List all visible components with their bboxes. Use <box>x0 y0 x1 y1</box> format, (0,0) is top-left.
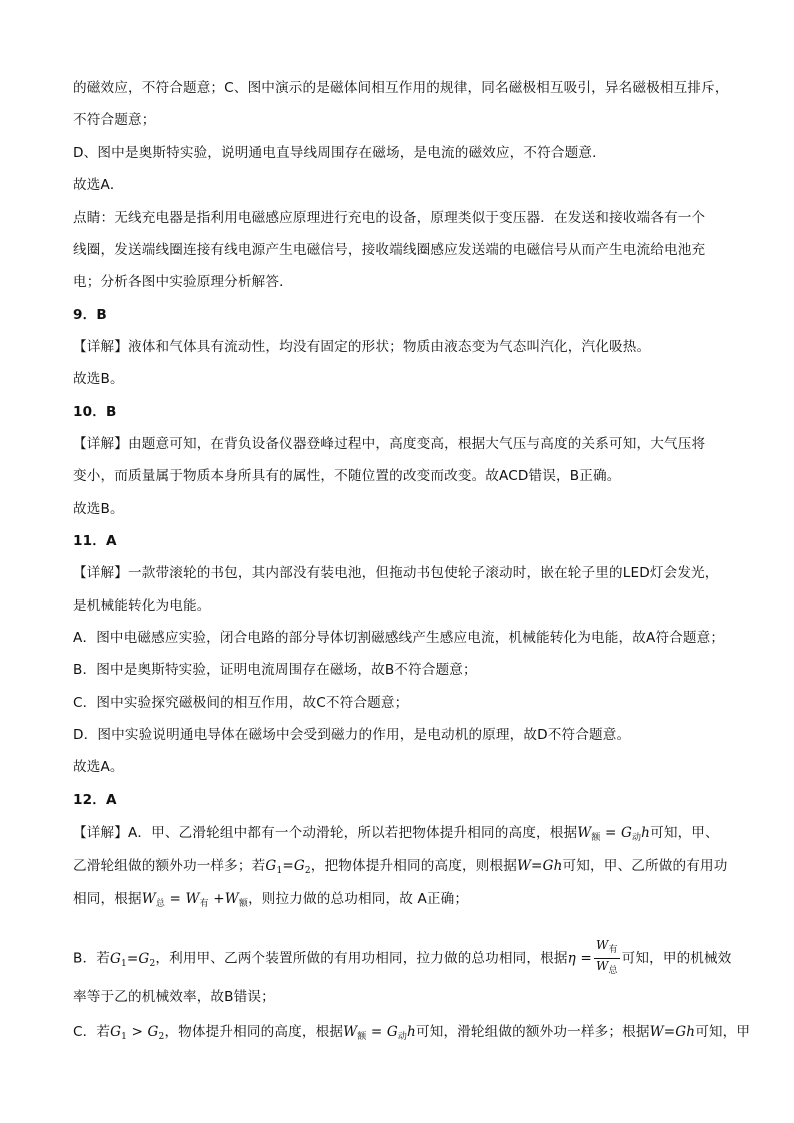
text-line: 故选B。 <box>73 501 124 517</box>
text-line-with-formula <box>73 938 733 979</box>
answer-heading-12: 12．A <box>73 792 117 808</box>
text-line: 的磁效应，不符合题意；C、图中演示的是磁体间相互作用的规律，同名磁极相互吸引，异名磁极相互排斥， <box>73 80 729 96</box>
text-span: C．若 <box>73 1024 111 1040</box>
fraction-numerator <box>594 938 620 959</box>
text-line: 【详解】一款带滚轮的书包，其内部没有装电池，但拖动书包使轮子滚动时，嵌在轮子里的LED灯会发光， <box>73 565 719 581</box>
formula-symbol: W <box>595 938 609 952</box>
text-span: 相同，根据 <box>73 891 142 907</box>
text-span: 可知，甲、乙所做的有用功 <box>562 858 728 874</box>
text-span: 可知，甲的机械效 <box>621 950 732 967</box>
formula-symbol: W <box>577 825 592 841</box>
formula-symbol: h <box>407 1024 416 1040</box>
formula-symbol: W <box>343 1024 358 1040</box>
text-line: 故选A。 <box>73 759 124 775</box>
text-line-with-formula <box>73 1022 751 1047</box>
text-span: ，利用甲、乙两个装置所做的有用功相同，拉力做的总功相同，根据 <box>155 950 568 967</box>
formula-fraction <box>594 938 620 979</box>
formula-symbol: = <box>282 858 294 874</box>
formula-symbol: = <box>165 891 186 907</box>
formula-efficiency: η = <box>567 950 592 967</box>
formula-subscript: 2 <box>158 1032 165 1042</box>
text-span: 【详解】A．甲、乙滑轮组中都有一个动滑轮，所以若把物体提升相同的高度，根据 <box>73 825 578 841</box>
formula-w-gh: W=Gh <box>649 1024 696 1040</box>
answer-heading-10: 10．B <box>73 404 117 420</box>
formula-symbol: W <box>185 891 200 907</box>
formula-symbol: G <box>110 1024 122 1040</box>
formula-symbol: G <box>138 950 150 967</box>
text-line: B．图中是奥斯特实验，证明电流周围存在磁场，故B不符合题意； <box>73 662 477 678</box>
formula-subscript: 额 <box>357 1032 367 1042</box>
text-line: 率等于乙的机械效率，故B错误； <box>73 989 275 1005</box>
formula-subscript: 动 <box>632 833 642 843</box>
formula-subscript: 1 <box>276 866 283 876</box>
formula-symbol: = <box>126 950 139 967</box>
text-span: ，则拉力做的总功相同，故 A正确； <box>248 891 469 907</box>
formula-symbol: W <box>224 891 239 907</box>
formula-symbol: G <box>147 1024 159 1040</box>
formula-symbol: > <box>127 1024 148 1040</box>
text-span: 可知，甲、 <box>650 825 719 841</box>
text-line: C．图中实验探究磁极间的相互作用，故C不符合题意； <box>73 695 409 711</box>
formula-symbol: G <box>293 858 305 874</box>
text-span: 可知，滑轮组做的额外功一样多；根据 <box>415 1024 650 1040</box>
text-line-with-formula <box>73 823 733 848</box>
text-line-with-formula <box>73 889 733 914</box>
text-span: 可知，甲 <box>695 1024 751 1040</box>
answer-heading-11: 11．A <box>73 533 117 549</box>
formula-symbol: W <box>141 891 156 907</box>
text-line: 不符合题意； <box>73 112 156 128</box>
formula-subscript: 有 <box>199 899 209 909</box>
formula-symbol: = G <box>366 1024 398 1040</box>
formula-g1-eq-g2 <box>110 951 155 967</box>
text-line: 故选B。 <box>73 371 124 387</box>
formula-subscript: 1 <box>120 958 127 969</box>
formula-g1-gt-g2 <box>110 1024 164 1040</box>
text-line: 电；分析各图中实验原理分析解答． <box>73 274 293 290</box>
formula-subscript: 动 <box>397 1032 408 1042</box>
text-line: D．图中实验说明通电导体在磁场中会受到磁力的作用，是电动机的原理，故D不符合题意。 <box>73 727 631 743</box>
formula-subscript: 2 <box>149 958 156 969</box>
formula-subscript: 2 <box>304 866 311 876</box>
text-line: 故选A． <box>73 177 124 193</box>
text-line: 线圈，发送端线圈连接有线电源产生电磁信号，接收端线圈感应发送端的电磁信号从而产生电流给电池充 <box>73 242 706 258</box>
fraction-denominator <box>594 959 620 979</box>
formula-extra-work <box>577 825 650 841</box>
text-span: ，把物体提升相同的高度，则根据 <box>310 858 517 874</box>
text-line: 变小，而质量属于物质本身所具有的属性，不随位置的改变而改变。故ACD错误，B正确。 <box>73 468 621 484</box>
text-span: B．若 <box>73 950 110 967</box>
formula-subscript: 额 <box>591 833 601 843</box>
text-line: 点睛：无线充电器是指利用电磁感应原理进行充电的设备，原理类似于变压器．在发送和接收端各有一个 <box>73 210 706 226</box>
formula-symbol: G <box>265 858 277 874</box>
text-line: A．图中电磁感应实验，闭合电路的部分导体切割磁感线产生感应电流，机械能转化为电能，故A符合题意； <box>73 630 725 646</box>
formula-subscript: 额 <box>238 899 249 909</box>
text-line-with-formula <box>73 856 733 881</box>
formula-subscript: 总 <box>155 899 165 909</box>
formula-extra-work <box>343 1024 416 1040</box>
text-line: 【详解】液体和气体具有流动性，均没有固定的形状；物质由液态变为气态叫汽化，汽化吸热。 <box>73 339 651 355</box>
formula-symbol: G <box>109 950 121 967</box>
formula-subscript: 有 <box>608 945 618 955</box>
text-line: 【详解】由题意可知，在背负设备仪器登峰过程中，高度变高，根据大气压与高度的关系可知，大气压将 <box>73 436 706 452</box>
formula-total-work <box>142 891 248 907</box>
text-span: ，物体提升相同的高度，根据 <box>164 1024 344 1040</box>
formula-w-gh: W=Gh <box>516 858 563 874</box>
text-line: 是机械能转化为电能。 <box>73 598 211 614</box>
formula-symbol: W <box>595 959 609 973</box>
text-line: D、图中是奥斯特实验，说明通电直导线周围存在磁场，是电流的磁效应，不符合题意． <box>73 145 606 161</box>
formula-subscript: 总 <box>608 966 618 976</box>
formula-symbol: h <box>641 825 651 841</box>
formula-subscript: 1 <box>121 1032 128 1042</box>
answer-heading-9: 9．B <box>73 307 107 323</box>
formula-symbol: + <box>208 891 225 907</box>
formula-symbol: = G <box>600 825 633 841</box>
text-span: 乙滑轮组做的额外功一样多；若 <box>73 858 266 874</box>
formula-g1-eq-g2 <box>265 858 310 874</box>
